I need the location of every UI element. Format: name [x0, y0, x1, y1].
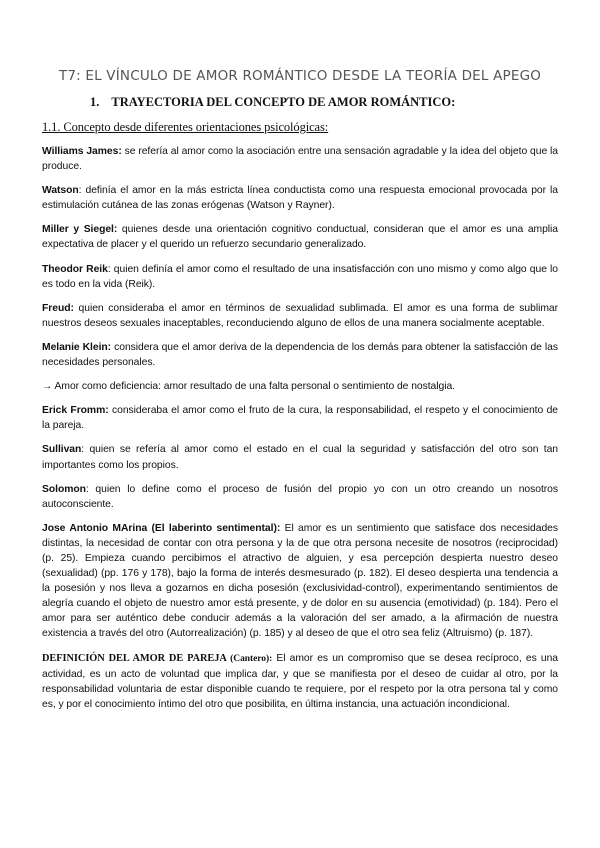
definition-source: (Cantero): [230, 653, 273, 664]
entry-paragraph [42, 340, 558, 370]
entry-text: : quien definía el amor como el resultado de una insatisfacción con uno mismo y como algo que lo es todo en la vida (Reik). [42, 263, 558, 290]
section-number: 1. [90, 95, 100, 109]
entry-author: Solomon [42, 483, 86, 495]
entry-text: quienes desde una orientación cognitivo conductual, consideran que el amor es una amplia expectativa de placer y el querido un refuerzo secundario generalizado. [42, 224, 558, 251]
entry-paragraph [42, 301, 558, 331]
entry-author: Melanie Klein: [42, 341, 112, 353]
entry-author: Miller y Siegel: [42, 224, 118, 236]
definition-text: El amor es un compromiso que se desea recíproco, es una actividad, es un acto de voluntad que implica dar, y que se manifiesta por el deseo de cuidar al otro, por la responsabilidad voluntaria de estar disponible cuando te requiere, por el respeto por la otra persona tal y como es, y por el conocimiento íntimo del otro que posibilita, en última instancia, una actuación incondicional. [42, 652, 558, 710]
entry-paragraph [42, 222, 558, 252]
definition-paragraph [42, 651, 558, 712]
entry-paragraph [42, 482, 558, 512]
entry-author: Sullivan [42, 444, 82, 456]
entry-paragraph [42, 403, 558, 433]
section-title: TRAYECTORIA DEL CONCEPTO DE AMOR ROMÁNTICO: [111, 95, 456, 109]
entry-text: El amor es un sentimiento que satisface dos necesidades distintas, la necesidad de contar con otra persona y la de que otra persona necesite de nosotros (reciprocidad) (p. 25). Empieza cuando percibimos el atractivo de alguien, y esa percepción despierta nuestro deseo (sexualidad) (pp. 176 y 178), bajo la forma de interés desmesurado (p. 182). El deseo despierta una tendencia a la posesión y nos lleva a gozarnos en dicha posesión (exclusividad-control), experimentando sentimientos de alegría cuando el objeto de nuestro amor está presente, y de dolor en su ausencia (emotividad) (p. 184). Pero el amor para ser auténtico debe conducir además a la valoración del ser amado, a la afirmación de nuestra existencia a través del otro (Autorrealización) (p. 185) y al deseo de que el otro sea feliz (Altruismo) (p. 187). [42, 522, 558, 640]
entry-author: Williams James: [42, 146, 122, 157]
entry-author: Erick Fromm: [42, 405, 109, 417]
entry-text: considera que el amor deriva de la dependencia de los demás para obtener la satisfacción de las necesidades personales. [42, 341, 558, 369]
arrow-note [42, 379, 558, 394]
definition-label [42, 653, 272, 664]
entry-paragraph [42, 183, 558, 213]
section-heading [90, 95, 558, 110]
entry-author: Jose Antonio MArina (El laberinto sentimental): [42, 522, 281, 534]
definition-label-text: DEFINICIÓN DEL AMOR DE PAREJA [42, 652, 227, 664]
entry-author: Theodor Reik [42, 263, 108, 275]
entry-text: → Amor como deficiencia: amor resultado de una falta personal o sentimiento de nostalgia. [42, 381, 455, 393]
entry-text: : quien se refería al amor como el estado en el cual la seguridad y satisfacción del otro son tan importantes como los propios. [42, 444, 558, 471]
document-title: T7: EL VÍNCULO DE AMOR ROMÁNTICO DESDE LA TEORÍA DEL APEGO [58, 68, 542, 84]
entry-text: quien consideraba el amor en términos de sexualidad sublimada. El amor es una forma de sublimar nuestros deseos sexuales inaceptables, reconduciendo alguno de ellos de una manera socialmente aceptable. [42, 302, 558, 329]
entry-paragraph [42, 521, 558, 642]
entry-paragraph [42, 262, 558, 292]
entry-text: se refería al amor como la asociación entre una sensación agradable y la idea del objeto que la produce. [42, 146, 558, 173]
document-page [42, 68, 558, 712]
entry-text: : quien lo define como el proceso de fusión del propio yo con un otro creando un nosotros autoconsciente. [42, 483, 558, 510]
subsection-heading: 1.1. Concepto desde diferentes orientaciones psicológicas: [42, 120, 329, 134]
entry-author: Watson [42, 185, 79, 197]
entry-paragraph [42, 442, 558, 472]
entry-text: consideraba el amor como el fruto de la cura, la responsabilidad, el respeto y el conocimiento de la pareja. [42, 405, 558, 432]
entry-text: : definía el amor en la más estricta línea conductista como una respuesta emocional provocada por la estimulación cutánea de las zonas erógenas (Watson y Rayner). [42, 185, 558, 212]
entry-author: Freud: [42, 302, 74, 314]
entry-paragraph [42, 144, 558, 174]
